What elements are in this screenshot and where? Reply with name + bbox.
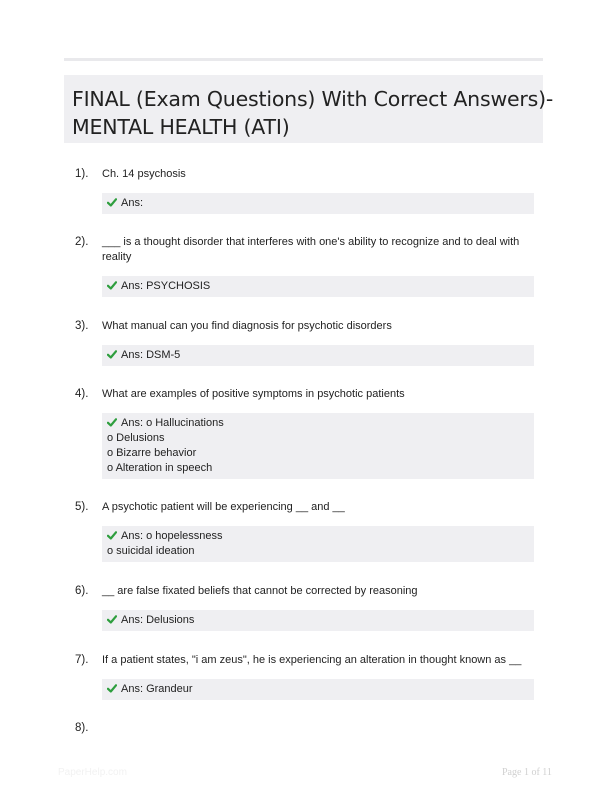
- answer-line: o Bizarre behavior: [107, 447, 197, 459]
- answer-box-4: [102, 413, 534, 479]
- answer-line: o Alteration in speech: [107, 462, 213, 474]
- answer-line: [107, 279, 529, 294]
- question-text: Ch. 14 psychosis: [102, 168, 186, 180]
- check-icon: [107, 531, 117, 540]
- question-number: 2).: [75, 236, 89, 248]
- answer-line: o Delusions: [107, 432, 165, 444]
- question-text: What manual can you find diagnosis for psychotic disorders: [102, 320, 392, 332]
- question-number: 8).: [75, 722, 89, 734]
- document-title-box: [64, 75, 554, 143]
- question-number: 1).: [75, 168, 89, 180]
- question-text: What are examples of positive symptoms in psychotic patients: [102, 388, 405, 400]
- answer-line: [107, 682, 529, 697]
- check-icon: [107, 198, 117, 207]
- answer-box-5: [102, 526, 534, 562]
- check-icon: [107, 281, 117, 290]
- question-number: 3).: [75, 320, 89, 332]
- answer-line: o suicidal ideation: [107, 545, 195, 557]
- question-text: ___ is a thought disorder that interferes with one's ability to recognize and to deal with reality: [102, 236, 520, 263]
- question-text: A psychotic patient will be experiencing __ and __: [102, 501, 345, 513]
- question-number: 4).: [75, 388, 89, 400]
- answer-text: Ans: Delusions: [121, 614, 195, 626]
- answer-line: [107, 348, 529, 363]
- question-number: 7).: [75, 654, 89, 666]
- answer-text: Ans: o hopelessness: [121, 530, 223, 542]
- check-icon: [107, 615, 117, 624]
- answer-line: [107, 613, 529, 628]
- document-title-line-1: FINAL (Exam Questions) With Correct Answers)-: [72, 87, 554, 111]
- question-number: 6).: [75, 585, 89, 597]
- answer-line: [107, 529, 529, 544]
- answer-box-7: [102, 679, 534, 700]
- answer-box-3: [102, 345, 534, 366]
- answer-box-6: [102, 610, 534, 631]
- answer-text: Ans: o Hallucinations: [121, 417, 224, 429]
- footer-watermark: PaperHelp.com: [58, 767, 127, 778]
- top-divider: [64, 58, 543, 61]
- question-text: __ are false fixated beliefs that cannot be corrected by reasoning: [102, 585, 418, 597]
- check-icon: [107, 684, 117, 693]
- question-text: If a patient states, "i am zeus", he is experiencing an alteration in thought known as __: [102, 654, 522, 666]
- check-icon: [107, 350, 117, 359]
- answer-line: [107, 196, 529, 211]
- answer-text: Ans:: [121, 197, 144, 209]
- answer-text: Ans: PSYCHOSIS: [121, 280, 211, 292]
- check-icon: [107, 418, 117, 427]
- answer-text: Ans: DSM-5: [121, 349, 181, 361]
- answer-box-1: [102, 193, 534, 214]
- page-number: Page 1 of 11: [502, 767, 552, 778]
- question-number: 5).: [75, 501, 89, 513]
- answer-line: [107, 416, 529, 431]
- document-title-line-2: MENTAL HEALTH (ATI): [72, 115, 290, 139]
- answer-text: Ans: Grandeur: [121, 683, 193, 695]
- answer-box-2: [102, 276, 534, 297]
